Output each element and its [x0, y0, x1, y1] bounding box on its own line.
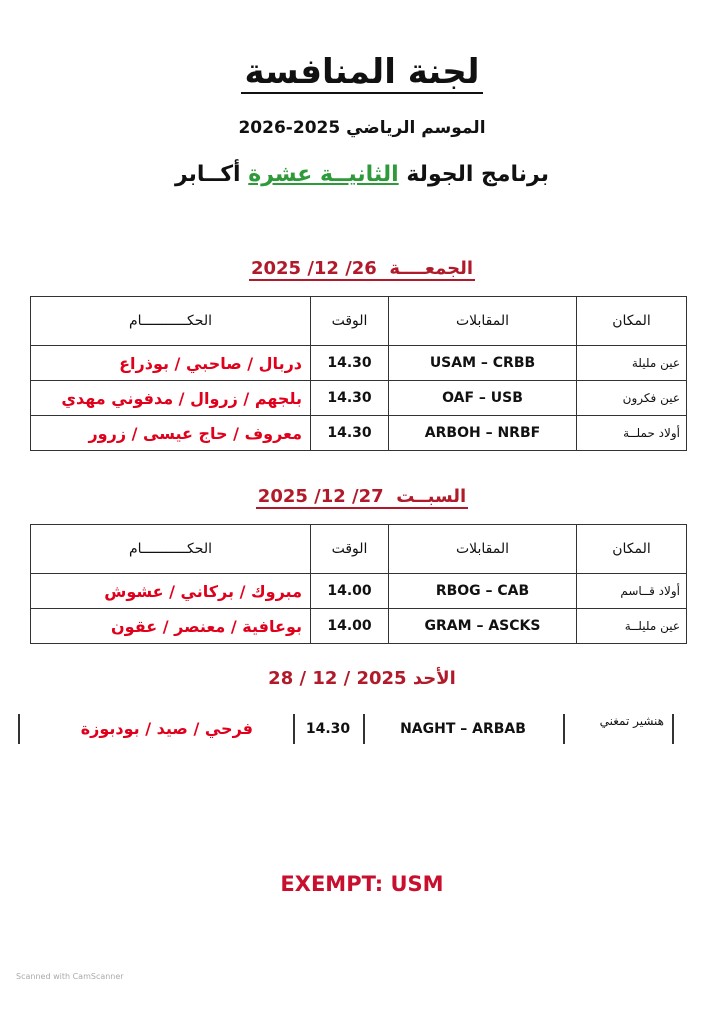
time-cell: 14.30: [305, 721, 351, 737]
table-row: [31, 574, 687, 609]
venue-cell: أولاد قــاسم: [577, 574, 687, 609]
season-line: الموسم الرياضي 2025-2026: [238, 118, 486, 138]
day-name: السبــت: [396, 486, 467, 507]
schedule-row-sunday: [18, 714, 673, 744]
time-cell: 14.00: [311, 574, 389, 609]
venue-cell: أولاد حملــة: [577, 416, 687, 451]
round-name: الثانيــة عشرة: [248, 162, 399, 187]
day-header-friday: [0, 258, 724, 279]
header-matches: المقابلات: [389, 297, 577, 346]
table-row: [31, 381, 687, 416]
referees-cell: مبروك / بركاني / عشوش: [31, 574, 311, 609]
referees-cell: دربال / صاحبي / بوذراع: [31, 346, 311, 381]
header-venue: المكان: [577, 525, 687, 574]
schedule-table-friday: [30, 296, 687, 451]
day-date: 2025 /12 /26: [250, 258, 377, 279]
match-cell: USAM – CRBB: [389, 346, 577, 381]
time-cell: 14.30: [311, 346, 389, 381]
header-matches: المقابلات: [389, 525, 577, 574]
header-time: الوقت: [311, 525, 389, 574]
header-time: الوقت: [311, 297, 389, 346]
referees-cell: بوعافية / معنصر / عقون: [31, 609, 311, 644]
venue-cell: عين مليلــة: [577, 609, 687, 644]
referees-cell: فرحي / صيد / بودبوزة: [80, 719, 253, 738]
header-referees: الحكـــــــــــام: [31, 525, 311, 574]
round-line: [0, 162, 724, 187]
scanner-watermark: Scanned with CamScanner: [16, 972, 124, 981]
header-referees: الحكـــــــــــام: [31, 297, 311, 346]
match-cell: ARBOH – NRBF: [389, 416, 577, 451]
match-cell: NAGHT – ARBAB: [400, 721, 526, 737]
match-cell: OAF – USB: [389, 381, 577, 416]
venue-cell: عين فكرون: [577, 381, 687, 416]
table-row: [31, 609, 687, 644]
time-cell: 14.30: [311, 381, 389, 416]
match-cell: RBOG – CAB: [389, 574, 577, 609]
committee-title: لجنة المنافسة: [0, 52, 724, 92]
day-name: الجمعــــة: [389, 258, 474, 279]
day-header-sunday: [0, 668, 724, 689]
venue-cell: عين مليلة: [577, 346, 687, 381]
venue-cell: هنشير تمغني: [599, 714, 664, 728]
time-cell: 14.30: [311, 416, 389, 451]
referees-cell: معروف / حاج عيسى / زرور: [31, 416, 311, 451]
match-cell: GRAM – ASCKS: [389, 609, 577, 644]
day-header-saturday: [0, 486, 724, 507]
schedule-table-saturday: [30, 524, 687, 644]
exempt-note: EXEMPT: USM: [280, 872, 444, 896]
day-date: 2025 /12 /27: [257, 486, 384, 507]
table-header-row: [31, 525, 687, 574]
table-header-row: [31, 297, 687, 346]
round-prefix: برنامج الجولة: [406, 162, 549, 187]
day-name: الأحد: [412, 668, 456, 689]
day-date: 28 / 12 / 2025: [268, 668, 407, 689]
table-row: [31, 346, 687, 381]
header-venue: المكان: [577, 297, 687, 346]
referees-cell: بلجهم / زروال / مدفوني مهدي: [31, 381, 311, 416]
time-cell: 14.00: [311, 609, 389, 644]
table-row: [31, 416, 687, 451]
cell-divider: [672, 714, 674, 744]
round-category: أكــابر: [174, 162, 241, 187]
